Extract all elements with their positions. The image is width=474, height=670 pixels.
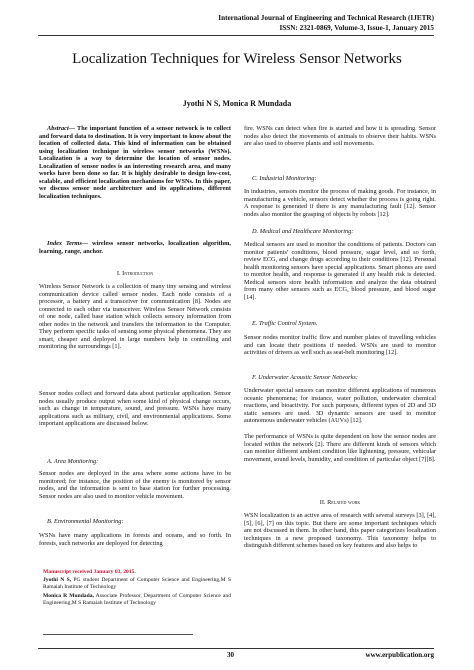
- abstract-lead: Abstract—: [47, 125, 75, 132]
- manuscript-received-date: Manuscript received January 03, 2015.: [43, 569, 136, 575]
- related-work-text: WSN localization is an active area of research with several surveys [3], [4], [5], [6], [7] on this topic. But there are some important techniques which are not discussed in them. In other hand, this paper categorizes localization techniques in a new proposed taxonomy. This taxonomy helps to distinguish different schemes based on key features and also helps to: [244, 512, 436, 550]
- index-terms: [39, 240, 231, 255]
- underwater-text-1: Underwater special sensors can monitor different applications of numerous oceanic phenomena; for instance, water pollution, underwater chemical reactions, and bioactivity. For such purposes, different types of 2D and 3D static sensors are used. 3D dynamic sensors are used to monitor autonomous underwater vehicles (AUVs) [12].: [244, 387, 436, 425]
- issn-line: ISSN: 2321-0869, Volume-3, Issue-1, January 2015: [279, 24, 434, 32]
- traffic-control-text: Sensor nodes monitor traffic flow and number plates of travelling vehicles and can locate their positions if needed. WSNs are used to monitor activities of drivers as well such as seat-belt monitoring [12].: [244, 334, 436, 357]
- publisher-website: www.erpublication.org: [365, 651, 434, 659]
- page-number: 30: [227, 651, 234, 659]
- medical-monitoring-text: Medical sensors are used to monitor the conditions of patients. Doctors can monitor patients' conditions, blood pressure, sugar level, and so forth, review ECG, and change drugs according to their conditions [12]. Personal health monitoring sensors have special applications. Smart phones are used to monitor health, and response is generated if any health risk is detected. Medical sensors store health information and analyze the data obtained from many other sensors such as ECG, blood pressure, and blood sugar [14].: [244, 241, 436, 301]
- industrial-monitoring-text: In industries, sensors monitor the process of making goods. For instance, in manufacturing a vehicle, sensors detect whether the process is going right. A response is generated if there is any manufacturing fault [12]. Sensor nodes also monitor the grasping of objects by robots [12].: [244, 188, 436, 218]
- index-terms-lead: Index Terms—: [47, 240, 89, 247]
- intro-paragraph-2: Sensor nodes collect and forward data about particular application. Sensor nodes usually produce output when some kind of physical change occurs, such as change in temperature, sound, and pressure. WSNs have many applications such as military, civil, and environmental applications. Some important applications are discussed below.: [39, 390, 231, 428]
- author-note-1: [39, 577, 231, 591]
- abstract: [39, 125, 231, 200]
- abstract-text: The important function of a sensor network is to collect and forward data to destination. It is very important to know about the location of collected data. This kind of information can be obtained using localization technique in wireless sensor networks (WSNs). Localization is a way to determine the location of sensor nodes. Localization of sensor nodes is an interesting research area, and many works have been done so far. It is highly desirable to design low-cost, scalable, and efficient localization mechanisms for WSNs. In this paper, we discuss sensor node architecture and its applications, different localization techniques.: [39, 125, 231, 200]
- subsection-heading-area-monitoring: A. Area Monitoring:: [47, 458, 99, 465]
- subsection-heading-traffic-control: E. Traffic Control System.: [252, 320, 318, 327]
- footnote-rule: [43, 634, 193, 635]
- subsection-heading-underwater-networks: F. Underwater Acoustic Sensor Networks:: [252, 374, 358, 381]
- underwater-text-2: The performance of WSNs is quite dependent on how the sensor nodes are located within the network [2]. There are different kinds of sensors which can monitor different ambient condition like lightening, pressure, vehicular movement, sound levels, humidity, and condition of particular object [7][8].: [244, 433, 436, 463]
- author-note-1-name: Jyothi N S,: [43, 577, 72, 583]
- footer-rule: [38, 648, 434, 649]
- header-rule: [38, 35, 434, 36]
- environmental-monitoring-continued: fire. WSNs can detect when fire is started and how it is spreading. Sensor nodes also detect the movements of animals to observe their habits. WSNs are also used to observe plants and soil movements.: [244, 125, 436, 148]
- paper-title: Localization Techniques for Wireless Sensor Networks: [72, 51, 402, 67]
- manuscript-received: [39, 569, 136, 576]
- author-note-2-text: Associate Professor, Department of Computer Science and Engineering,M S Ramaiah Institute of Technology: [43, 593, 231, 606]
- author-note-2: [39, 593, 231, 607]
- author-note-2-name: Monica R Mundada,: [43, 593, 94, 599]
- environmental-monitoring-text: WSNs have many applications in forests and oceans, and so forth. In forests, such networks are deployed for detecting: [39, 532, 231, 547]
- area-monitoring-text: Sensor nodes are deployed in the area where some actions have to be monitored; for instance, the position of the enemy is monitored by sensor nodes, and the information is sent to base station for further processing. Sensor nodes are also used to monitor vehicle movement.: [39, 470, 231, 500]
- index-terms-text: wireless sensor networks, localization algorithm, learning, range, anchor.: [39, 240, 232, 255]
- subsection-heading-medical-monitoring: D. Medical and Healthcare Monitoring:: [252, 228, 354, 235]
- section-heading-introduction: I. Introduction: [116, 270, 154, 277]
- subsection-heading-environmental-monitoring: B. Environmental Monitoring:: [47, 518, 124, 525]
- journal-name: International Journal of Engineering and Technical Research (IJETR): [218, 14, 434, 22]
- paper-authors: Jyothi N S, Monica R Mundada: [182, 99, 292, 108]
- subsection-heading-industrial-monitoring: C. Industrial Monitoring:: [252, 175, 317, 182]
- section-heading-related-work: II. Related work: [319, 499, 361, 506]
- intro-paragraph-1: Wireless Sensor Network is a collection of many tiny sensing and wireless communication device called sensor nodes. Each node consists of a processor, a battery and a transceiver for communication [8]. Nodes are connected to each other via transceiver. Wireless Sensor Network consists of one node, called base station which collects sensory information from other nodes in the network and transfers the information to the Computer. They perform specific tasks of sensing some physical phenomena. They are smart, cheaper and deployed in large numbers help in controlling and monitoring the surroundings [1].: [39, 283, 231, 351]
- author-note-1-text: PG student Department of Computer Science and Engineering,M S Ramaiah Institute of Technology: [43, 577, 232, 590]
